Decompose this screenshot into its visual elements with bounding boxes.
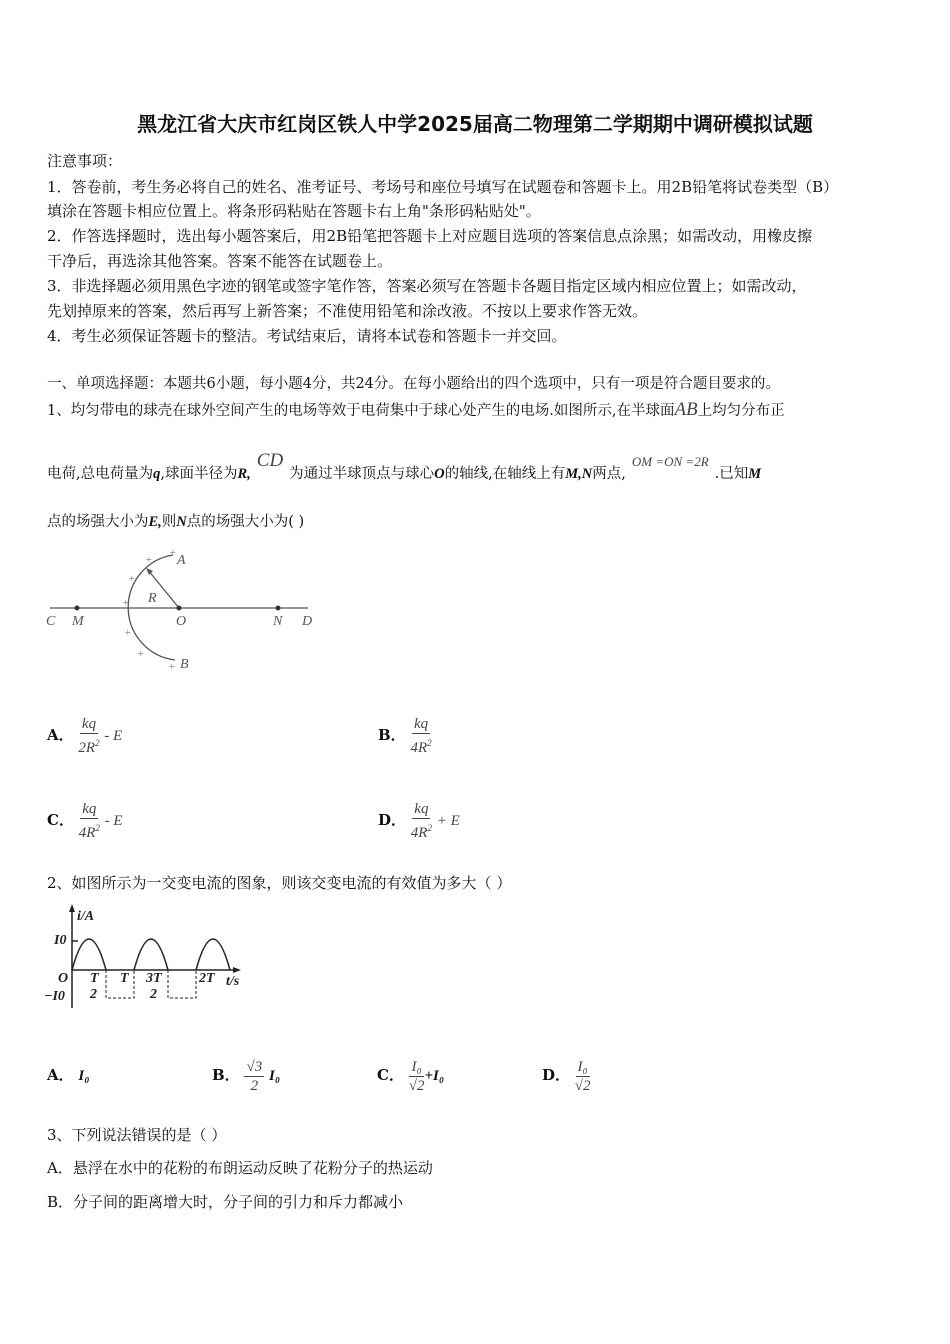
plus-sign: + xyxy=(124,627,132,639)
note-line: 2．作答选择题时，选出每小题答案后，用2B铅笔把答题卡上对应题目选项的答案信息点涂黑；如需改动，用橡皮擦 xyxy=(47,227,813,245)
q2-option-d[interactable] xyxy=(542,1050,591,1100)
option-tail: +I₀ xyxy=(424,1068,445,1084)
tick-neg-i0: −I0 xyxy=(44,989,65,1004)
q1-text: 电荷,总电荷量为 xyxy=(47,466,154,482)
fraction xyxy=(79,800,100,842)
arrow-up-icon xyxy=(69,904,75,912)
option-tail: I₀ xyxy=(268,1068,281,1084)
numerator: I₀ xyxy=(577,1058,588,1075)
q1-text: 为通过半球顶点与球心 xyxy=(289,466,435,482)
q1-text: .已知 xyxy=(714,466,749,482)
option-label: C． xyxy=(47,811,74,829)
exponent: 2 xyxy=(427,738,432,748)
q1-var: M,N xyxy=(565,466,593,482)
q1-line3 xyxy=(47,512,304,532)
denominator: 4R xyxy=(410,825,428,841)
tick-3t-half: 3T xyxy=(146,971,162,986)
plus-sign: + xyxy=(137,648,145,660)
y-axis-label: i/A xyxy=(77,909,95,924)
q1-text: 的轴线,在轴线上有 xyxy=(444,466,566,482)
charge-signs xyxy=(122,547,176,673)
denominator: 4R xyxy=(410,740,428,756)
denominator: √2 xyxy=(574,1077,591,1094)
q1-text: 上均匀分布正 xyxy=(697,403,785,419)
tick-i0: I0 xyxy=(54,933,67,948)
half-wave xyxy=(196,939,230,970)
exponent: 2 xyxy=(95,823,100,833)
label-a: A xyxy=(177,553,186,568)
x-axis-label: t/s xyxy=(226,974,240,989)
q1-option-a[interactable] xyxy=(47,715,122,757)
point-o xyxy=(177,606,182,611)
q1-var: M xyxy=(748,466,762,482)
q2-option-c[interactable] xyxy=(377,1050,444,1101)
q1-var: E, xyxy=(148,514,162,530)
arrow-right-icon xyxy=(233,967,241,973)
q3-option-b[interactable]: B．分子间的距离增大时，分子间的引力和斥力都减小 xyxy=(47,1193,404,1211)
tick-t-half-den: 2 xyxy=(90,987,97,1002)
tick-t: T xyxy=(120,971,129,986)
q1-var: O xyxy=(434,466,445,482)
label-o: O xyxy=(176,614,187,629)
label-c: C xyxy=(46,614,56,629)
option-label: B． xyxy=(378,726,406,744)
denominator: 4R xyxy=(78,825,96,841)
q1-line2 xyxy=(47,450,762,484)
section-heading: 一、单项选择题：本题共6小题，每小题4分，共24分。在每小题给出的四个选项中，只有一项是符合题目要求的。 xyxy=(47,376,780,392)
note-line: 干净后，再选涂其他答案。答案不能答在试题卷上。 xyxy=(47,252,393,270)
q1-cd: CD xyxy=(256,450,284,471)
option-tail: - E xyxy=(104,813,123,829)
option-label: D． xyxy=(542,1066,571,1084)
numerator: kq xyxy=(413,716,429,732)
option-tail: + E xyxy=(436,813,460,829)
option-label: B． xyxy=(212,1066,240,1084)
exponent: 2 xyxy=(427,823,432,833)
hemisphere-diagram xyxy=(40,540,340,680)
tick-3t-half-den: 2 xyxy=(150,987,157,1002)
denominator: 2R xyxy=(78,740,96,756)
q1-text: 则 xyxy=(161,514,177,530)
origin-label: O xyxy=(58,971,69,986)
exponent: 2 xyxy=(95,738,100,748)
label-b: B xyxy=(180,657,189,672)
q1-var: q xyxy=(153,466,161,482)
tick-t-half: T xyxy=(90,971,99,986)
q1-option-d[interactable] xyxy=(378,800,460,842)
note-line: 先划掉原来的答案，然后再写上新答案；不准使用铅笔和涂改液。不按以上要求作答无效。 xyxy=(47,302,648,320)
q3-stem: 3、下列说法错误的是（ ） xyxy=(47,1126,227,1144)
option-label: C． xyxy=(377,1066,404,1084)
numerator: kq xyxy=(82,801,97,817)
q2-option-b[interactable] xyxy=(212,1050,280,1101)
plus-sign: + xyxy=(168,661,176,673)
q1-text: 点的场强大小为 xyxy=(47,514,149,530)
notes-heading: 注意事项： xyxy=(47,152,123,170)
q1-var: R, xyxy=(237,466,251,482)
ac-current-graph xyxy=(40,900,260,1015)
q1-line1 xyxy=(47,400,785,421)
numerator: I₀ xyxy=(411,1058,422,1075)
option-tail: - E xyxy=(104,728,123,744)
option-label: A． xyxy=(47,1066,74,1084)
tick-2t: 2T xyxy=(199,971,215,986)
plus-sign: + xyxy=(128,573,136,585)
label-m: M xyxy=(72,614,84,629)
fraction xyxy=(575,1058,591,1095)
q1-equation: OM =ON =2R xyxy=(631,454,709,469)
label-n: N xyxy=(273,614,283,629)
plus-sign: + xyxy=(169,547,177,559)
numerator: kq xyxy=(81,716,97,732)
fraction xyxy=(410,715,431,757)
q1-option-c[interactable] xyxy=(47,800,123,842)
half-wave xyxy=(134,939,168,970)
plus-sign: + xyxy=(122,597,130,609)
numerator: kq xyxy=(414,801,429,817)
denominator: 2 xyxy=(250,1077,259,1094)
point-m xyxy=(75,606,80,611)
q1-text: 两点, xyxy=(592,466,626,482)
note-line: 填涂在答题卡相应位置上。将条形码粘贴在答题卡右上角"条形码粘贴处"。 xyxy=(47,202,541,220)
label-d: D xyxy=(302,614,313,629)
note-line: 1．答卷前，考生务必将自己的姓名、准考证号、考场号和座位号填写在试题卷和答题卡上。用2B铅笔将试卷类型（B） xyxy=(47,178,839,196)
q2-option-a[interactable] xyxy=(47,1050,90,1101)
point-n xyxy=(276,606,281,611)
half-wave xyxy=(72,939,106,970)
q1-option-b[interactable] xyxy=(378,715,432,757)
q1-text: 点的场强大小为( ) xyxy=(186,514,305,530)
plus-sign: + xyxy=(145,554,153,566)
option-label: A． xyxy=(47,726,74,744)
note-line: 4．考生必须保证答题卡的整洁。考试结束后，请将本试卷和答题卡一并交回。 xyxy=(47,327,567,345)
note-line: 3．非选择题必须用黑色字迹的钢笔或签字笔作答，答案必须写在答题卡各题目指定区域内相应位置上；如需改动， xyxy=(47,277,807,295)
fraction xyxy=(244,1058,264,1095)
option-label: D． xyxy=(378,811,407,829)
numerator: √3 xyxy=(246,1058,263,1075)
q1-text: ,球面半径为 xyxy=(160,466,238,482)
q1-var: N xyxy=(176,514,187,530)
q3-option-a[interactable]: A．悬浮在水中的花粉的布朗运动反映了花粉分子的热运动 xyxy=(47,1159,433,1177)
label-r: R xyxy=(148,591,157,606)
option-text: I₀ xyxy=(78,1068,90,1084)
page-title: 黑龙江省大庆市红岗区铁人中学2025届高二物理第二学期期中调研模拟试题 xyxy=(137,112,813,136)
fraction xyxy=(409,1058,425,1095)
fraction xyxy=(78,715,99,757)
denominator: √2 xyxy=(408,1077,425,1094)
q2-stem: 2、如图所示为一交变电流的图象，则该交变电流的有效值为多大（ ） xyxy=(47,874,512,892)
q1-ab: AB xyxy=(674,399,698,420)
q1-text: 1、均匀带电的球壳在球外空间产生的电场等效于电荷集中于球心处产生的电场.如图所示,在半球面 xyxy=(47,403,675,419)
fraction xyxy=(411,800,432,842)
